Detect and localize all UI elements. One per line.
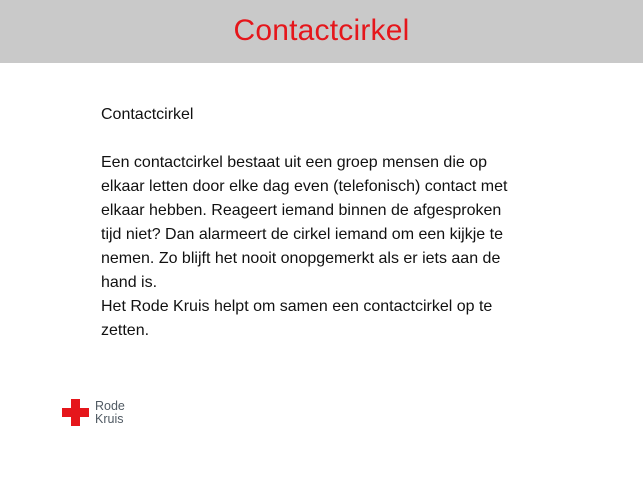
body-paragraph-2: Het Rode Kruis helpt om samen een contactcirkel op te zetten.	[101, 298, 493, 339]
title-bar	[0, 0, 643, 63]
content-heading: Contactcirkel	[101, 106, 194, 123]
logo-line-2: Kruis	[95, 411, 124, 426]
logo-wordmark	[95, 400, 125, 426]
red-cross-icon	[62, 399, 89, 426]
slide-title: Contactcirkel	[233, 13, 410, 47]
body-paragraph-1: Een contactcirkel bestaat uit een groep mensen die op elkaar letten door elke dag even (telefonisch) contact met elkaar hebben. Reageert iemand binnen de afgesproken tijd niet? Dan alarmeert de cirkel iemand om een kijkje te nemen. Zo blijft het nooit onopgemerkt als er iets aan de hand is.	[101, 154, 508, 291]
logo-line-1: Rode	[95, 398, 125, 413]
rode-kruis-logo	[62, 399, 125, 426]
slide-content	[101, 103, 571, 343]
